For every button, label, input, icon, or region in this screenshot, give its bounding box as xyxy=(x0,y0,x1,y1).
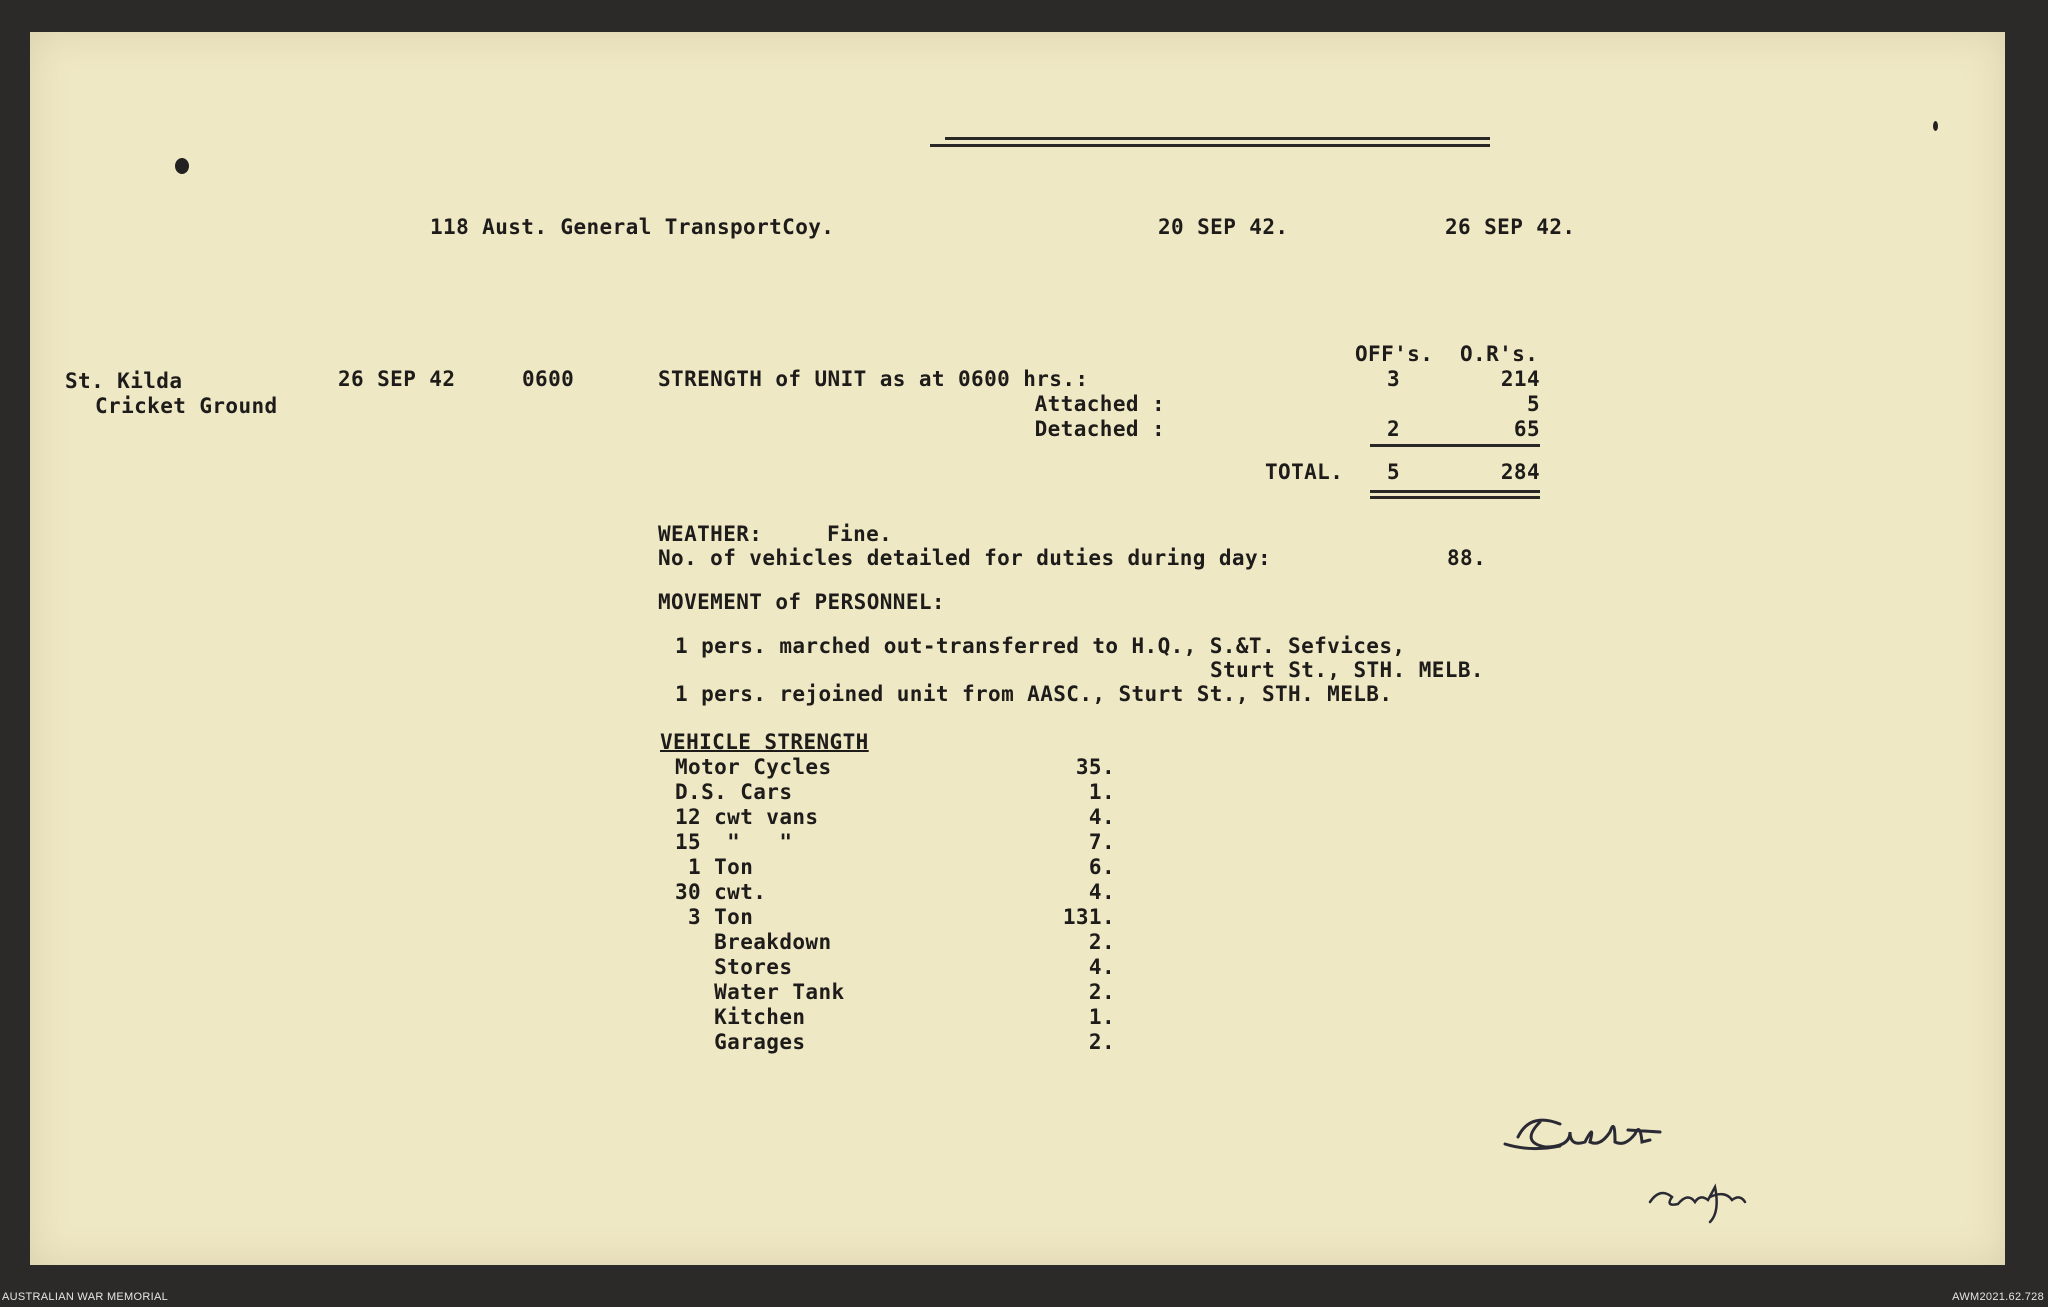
list-item-label: 12 cwt vans xyxy=(675,805,819,829)
list-item-label: D.S. Cars xyxy=(675,780,793,804)
entry-date: 26 SEP 42 xyxy=(338,367,456,391)
vehicles-detailed-label: No. of vehicles detailed for duties during day: xyxy=(658,546,1272,570)
total-rule-bottom-1 xyxy=(1370,490,1540,493)
list-item-value: 2. xyxy=(1088,930,1115,954)
list-item-value: 35. xyxy=(1075,755,1115,779)
list-item-value: 2. xyxy=(1088,980,1115,1004)
movement-line1-continued: Sturt St., STH. MELB. xyxy=(1210,658,1484,682)
punch-mark xyxy=(175,158,189,174)
strength-offs-value: 3 xyxy=(1386,367,1400,391)
list-item-label: 15 " " xyxy=(675,830,793,854)
document-page xyxy=(30,32,2005,1265)
strength-title: STRENGTH of UNIT as at 0600 hrs.: xyxy=(658,367,1089,391)
movement-line1: 1 pers. marched out-transferred to H.Q., S.&T. Sefvices, xyxy=(675,634,1406,658)
list-item-value: 4. xyxy=(1088,805,1115,829)
unit-name: 118 Aust. General TransportCoy. xyxy=(430,215,835,239)
total-rule-bottom-2 xyxy=(1370,496,1540,499)
list-item-label: Stores xyxy=(675,955,793,979)
list-item-label: Breakdown xyxy=(675,930,832,954)
list-item-label: 1 Ton xyxy=(675,855,754,879)
list-item-value: 4. xyxy=(1088,955,1115,979)
list-item-label: Garages xyxy=(675,1030,806,1054)
movement-line2: 1 pers. rejoined unit from AASC., Sturt St., STH. MELB. xyxy=(675,682,1393,706)
vehicle-strength-heading: VEHICLE STRENGTH xyxy=(660,730,869,754)
total-rule-top xyxy=(1370,444,1540,447)
movement-heading: MOVEMENT of PERSONNEL: xyxy=(658,590,945,614)
punch-mark xyxy=(1933,121,1938,131)
list-item-value: 6. xyxy=(1088,855,1115,879)
list-item-label: 3 Ton xyxy=(675,905,754,929)
signature xyxy=(1500,1102,1860,1252)
weather-value: Fine. xyxy=(827,522,893,546)
list-item-label: 30 cwt. xyxy=(675,880,767,904)
list-item-label: Motor Cycles xyxy=(675,755,832,779)
date-to: 26 SEP 42. xyxy=(1445,215,1576,239)
vehicles-detailed-value: 88. xyxy=(1447,546,1487,570)
place-line2: Cricket Ground xyxy=(95,394,278,418)
total-label: TOTAL. xyxy=(1265,460,1344,484)
attached-ors-value: 5 xyxy=(1526,392,1540,416)
list-item-value: 131. xyxy=(1062,905,1115,929)
total-offs-value: 5 xyxy=(1386,460,1400,484)
col-header-ors: O.R's. xyxy=(1460,342,1539,366)
list-item-value: 1. xyxy=(1088,780,1115,804)
detached-ors-value: 65 xyxy=(1513,417,1540,441)
detached-label: Detached : xyxy=(1034,417,1165,441)
list-item-label: Water Tank xyxy=(675,980,845,1004)
footer-right: AWM2021.62.728 xyxy=(1952,1291,2044,1303)
strength-ors-value: 214 xyxy=(1500,367,1540,391)
footer-left: AUSTRALIAN WAR MEMORIAL xyxy=(2,1291,169,1303)
list-item-value: 2. xyxy=(1088,1030,1115,1054)
weather-label: WEATHER: xyxy=(658,522,763,546)
col-header-offs: OFF's. xyxy=(1355,342,1434,366)
detached-offs-value: 2 xyxy=(1386,417,1400,441)
header-rule-top xyxy=(945,137,1490,140)
place-line1: St. Kilda xyxy=(65,369,183,393)
list-item-value: 1. xyxy=(1088,1005,1115,1029)
list-item-label: Kitchen xyxy=(675,1005,806,1029)
date-from: 20 SEP 42. xyxy=(1158,215,1289,239)
attached-label: Attached : xyxy=(1034,392,1165,416)
header-rule-bottom xyxy=(930,144,1490,147)
list-item-value: 4. xyxy=(1088,880,1115,904)
total-ors-value: 284 xyxy=(1500,460,1540,484)
entry-time: 0600 xyxy=(522,367,575,391)
list-item-value: 7. xyxy=(1088,830,1115,854)
